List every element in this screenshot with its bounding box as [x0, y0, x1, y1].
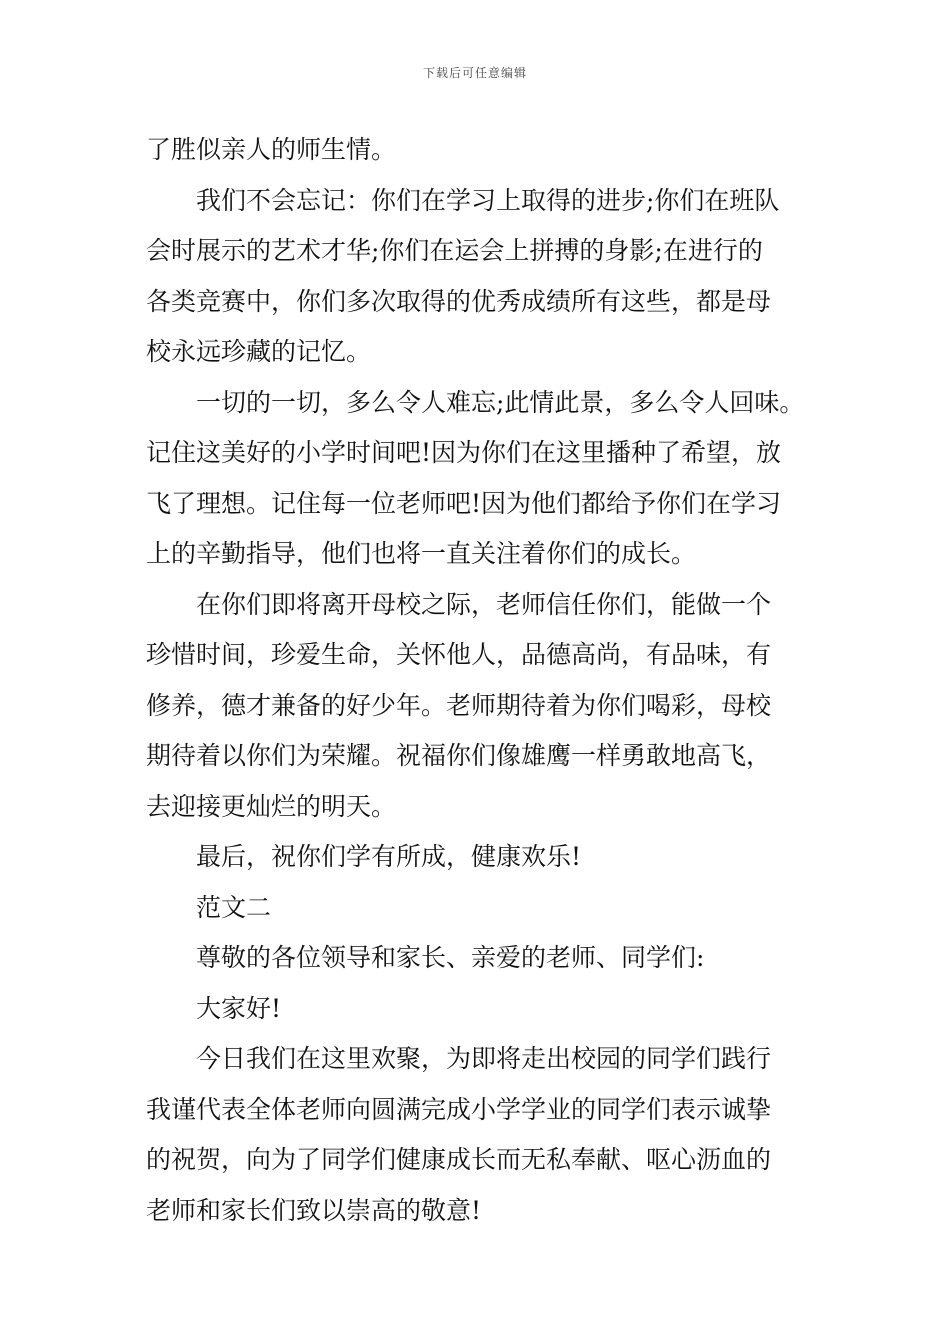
- text-line: 期待着以你们为荣耀。祝福你们像雄鹰一样勇敢地高飞，: [146, 741, 772, 770]
- text-line: 在你们即将离开母校之际，老师信任你们，能做一个: [196, 589, 772, 619]
- text-line: 一切的一切，多么令人难忘;此情此景，多么令人回味。: [196, 387, 805, 417]
- text-line: 各类竞赛中，你们多次取得的优秀成绩所有这些，都是母: [146, 286, 772, 316]
- text-line: 修养，德才兼备的好少年。老师期待着为你们喝彩，母校: [146, 690, 772, 720]
- text-line: 今日我们在这里欢聚，为即将走出校园的同学们践行: [196, 1044, 772, 1073]
- text-line: 飞了理想。记住每一位老师吧!因为他们都给予你们在学习: [146, 488, 782, 518]
- text-line: 去迎接更灿烂的明天。: [146, 791, 397, 821]
- document-body: [146, 125, 816, 1236]
- text-line: 最后，祝你们学有所成，健康欢乐!: [196, 842, 582, 871]
- text-line: 我谨代表全体老师向圆满完成小学学业的同学们表示诚挚: [146, 1094, 772, 1124]
- text-line: 记住这美好的小学时间吧!因为你们在这里播种了希望，放: [146, 438, 782, 467]
- page-header: 下载后可任意编辑: [422, 66, 527, 80]
- greeting: 大家好!: [196, 993, 282, 1023]
- text-line: 珍惜时间，珍爱生命，关怀他人，品德高尚，有品味，有: [146, 640, 772, 669]
- text-line: 会时展示的艺术才华;你们在运会上拼搏的身影;在进行的: [146, 236, 763, 265]
- text-line: 上的辛勤指导，他们也将一直关注着你们的成长。: [146, 539, 697, 568]
- salutation: 尊敬的各位领导和家长、亲爱的老师、同学们:: [196, 943, 705, 972]
- text-line: 老师和家长们致以崇高的敬意!: [146, 1195, 482, 1225]
- section-heading: 范文二: [196, 892, 272, 922]
- text-line: 的祝贺，向为了同学们健康成长而无私奉献、呕心沥血的: [146, 1145, 772, 1174]
- text-line: 校永远珍藏的记忆。: [146, 337, 372, 366]
- text-line: 了胜似亲人的师生情。: [146, 135, 397, 164]
- text-line: 我们不会忘记：你们在学习上取得的进步;你们在班队: [196, 185, 780, 215]
